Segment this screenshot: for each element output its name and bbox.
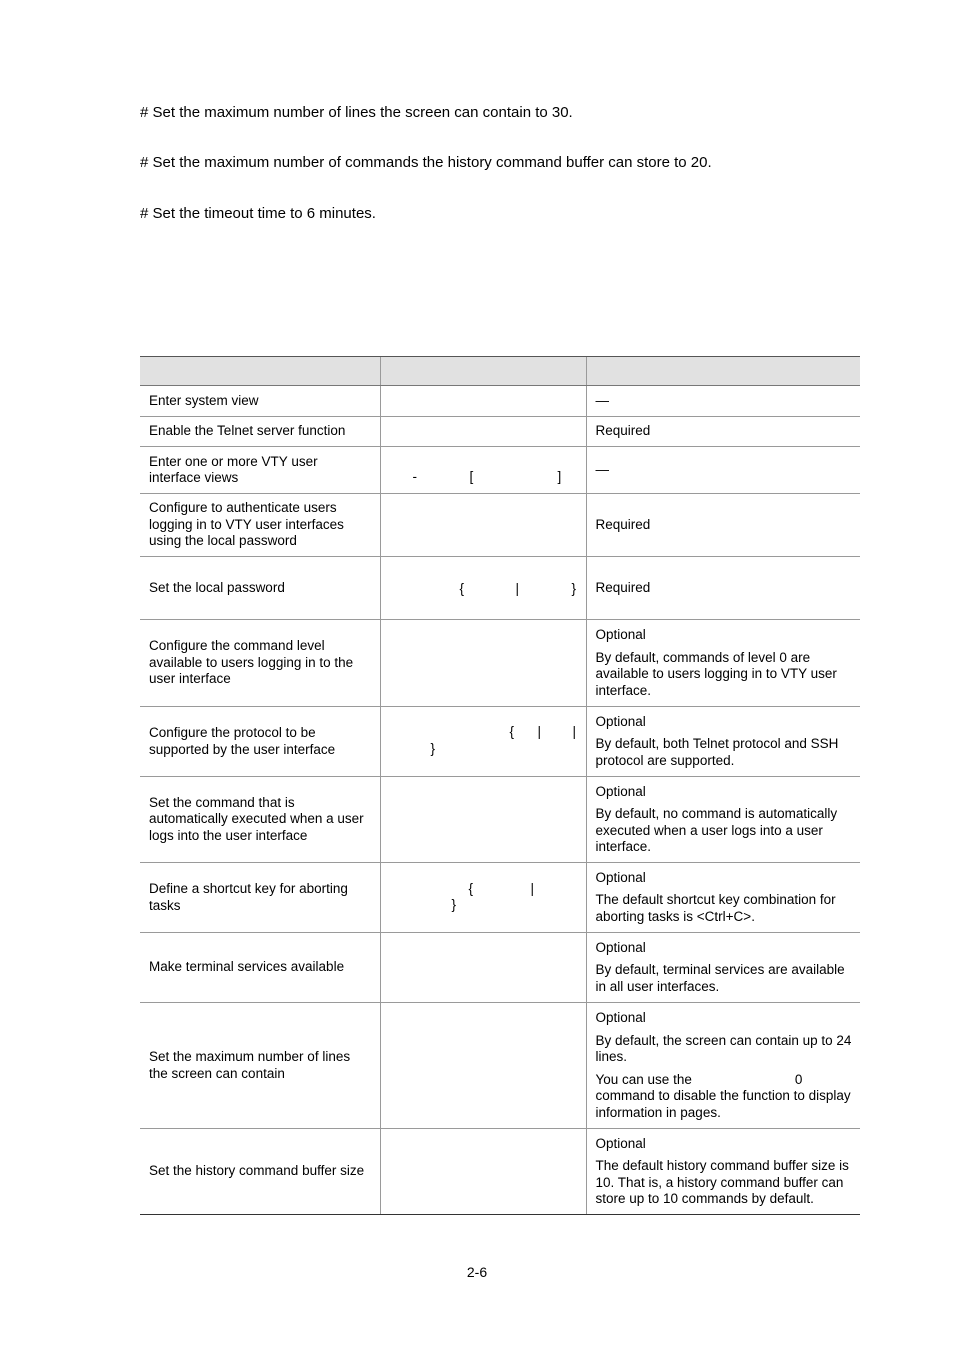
telnet-config-table (140, 356, 860, 1215)
remarks-cell: Optional By default, commands of level 0 are available to users logging in to VTY user interface. (586, 620, 860, 707)
table-row (140, 447, 860, 494)
operation-cell: Configure to authenticate users logging in to VTY user interfaces using the local password (140, 494, 380, 557)
header-remarks (586, 357, 860, 386)
command-cell (380, 557, 586, 620)
operation-cell: Set the maximum number of lines the screen can contain (140, 1003, 380, 1129)
command-cell (380, 447, 586, 494)
operation-cell: Enter one or more VTY user interface views (140, 447, 380, 494)
table-row (140, 494, 860, 557)
command-glyph: { (459, 581, 465, 596)
remarks-cell: Optional By default, both Telnet protocol and SSH protocol are supported. (586, 707, 860, 777)
command-cell (380, 417, 586, 447)
operation-cell: Set the history command buffer size (140, 1129, 380, 1215)
command-glyph: - (412, 469, 417, 484)
table-row (140, 386, 860, 417)
command-glyph: | (572, 724, 577, 739)
command-glyph: { (509, 724, 515, 739)
command-glyph: { (468, 881, 474, 896)
command-cell (380, 620, 586, 707)
remarks-cell: Optional By default, no command is automatically executed when a user logs into a user interface. (586, 777, 860, 863)
table-row (140, 707, 860, 777)
command-cell (380, 707, 586, 777)
table-row (140, 933, 860, 1003)
command-glyph: } (451, 897, 457, 912)
table-row (140, 863, 860, 933)
remarks-cell: Required (586, 557, 860, 620)
header-command (380, 357, 586, 386)
table-row (140, 557, 860, 620)
command-glyph: [ (469, 469, 474, 484)
command-glyph: } (430, 741, 436, 756)
operation-cell: Define a shortcut key for aborting tasks (140, 863, 380, 933)
instruction-history-20: # Set the maximum number of commands the history command buffer can store to 20. (140, 154, 712, 171)
table-row (140, 1003, 860, 1129)
instruction-lines-30: # Set the maximum number of lines the screen can contain to 30. (140, 104, 573, 121)
command-cell (380, 1003, 586, 1129)
operation-cell: Enter system view (140, 386, 380, 417)
table-row (140, 777, 860, 863)
command-cell (380, 777, 586, 863)
remarks-cell: Required (586, 417, 860, 447)
page-number: 2-6 (466, 1264, 488, 1280)
operation-cell: Enable the Telnet server function (140, 417, 380, 447)
command-cell (380, 386, 586, 417)
remarks-cell: Optional The default history command buffer size is 10. That is, a history command buffer can store up to 10 commands by default. (586, 1129, 860, 1215)
command-glyph: | (537, 724, 542, 739)
table-row (140, 620, 860, 707)
command-glyph: | (515, 581, 520, 596)
operation-cell: Configure the command level available to users logging in to the user interface (140, 620, 380, 707)
command-cell (380, 494, 586, 557)
command-glyph: | (530, 881, 535, 896)
table-row (140, 1129, 860, 1215)
operation-cell: Set the command that is automatically executed when a user logs into the user interface (140, 777, 380, 863)
command-glyph: } (571, 581, 577, 596)
operation-cell: Set the local password (140, 557, 380, 620)
instruction-timeout-6: # Set the timeout time to 6 minutes. (140, 205, 376, 222)
operation-cell: Configure the protocol to be supported by the user interface (140, 707, 380, 777)
remarks-cell: — (586, 447, 860, 494)
table-header-row (140, 357, 860, 386)
remarks-cell: — (586, 386, 860, 417)
remarks-cell: Required (586, 494, 860, 557)
table-row (140, 417, 860, 447)
remarks-cell: Optional By default, the screen can contain up to 24 lines. You can use the 0 command to disable the function to display information in pages. (586, 1003, 860, 1129)
remarks-cell: Optional By default, terminal services are available in all user interfaces. (586, 933, 860, 1003)
remarks-cell: Optional The default shortcut key combination for aborting tasks is <Ctrl+C>. (586, 863, 860, 933)
command-cell (380, 1129, 586, 1215)
header-operation (140, 357, 380, 386)
operation-cell: Make terminal services available (140, 933, 380, 1003)
command-cell (380, 863, 586, 933)
command-glyph: ] (557, 469, 562, 484)
command-cell (380, 933, 586, 1003)
